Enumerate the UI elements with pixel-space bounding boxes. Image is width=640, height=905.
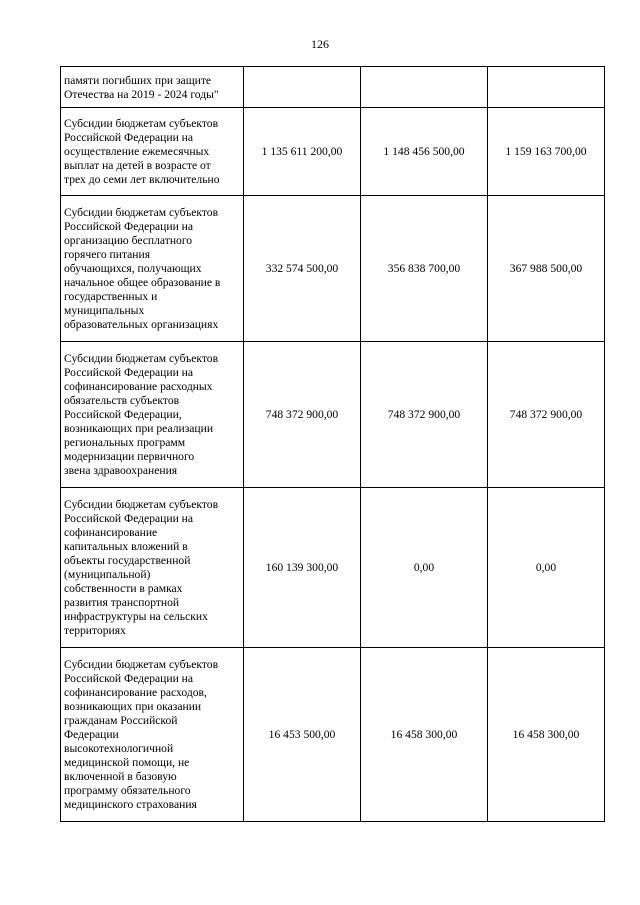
table-row	[61, 342, 605, 488]
amount-year-3: 748 372 900,00	[488, 342, 605, 488]
amount-year-1: 748 372 900,00	[244, 342, 361, 488]
amount-year-3: 367 988 500,00	[488, 196, 605, 342]
amount-year-1: 1 135 611 200,00	[244, 108, 361, 196]
amount-year-2: 1 148 456 500,00	[361, 108, 488, 196]
page-number: 126	[311, 37, 329, 51]
amount-year-3: 0,00	[488, 488, 605, 648]
table-row	[61, 488, 605, 648]
amount-year-2: 0,00	[361, 488, 488, 648]
amount-year-3: 1 159 163 700,00	[488, 108, 605, 196]
table-row	[61, 67, 605, 108]
table-row	[61, 196, 605, 342]
row-description: Субсидии бюджетам субъектов Российской Федерации на софинансирование капитальных вложений в объекты государственной (муниципальной) собственности в рамках развития транспортной инфраструктуры на сельских территориях	[61, 488, 244, 648]
amount-year-1: 160 139 300,00	[244, 488, 361, 648]
table-row	[61, 108, 605, 196]
amount-year-1: 16 453 500,00	[244, 648, 361, 822]
row-description: Субсидии бюджетам субъектов Российской Федерации на софинансирование расходов, возникающих при оказании гражданам Российской Федерации высокотехнологичной медицинской помощи, не включенной в базовую программу обязательного медицинского страхования	[61, 648, 244, 822]
amount-year-3: 16 458 300,00	[488, 648, 605, 822]
amount-year-3	[488, 67, 605, 108]
row-description: памяти погибших при защите Отечества на 2019 - 2024 годы"	[61, 67, 244, 108]
amount-year-2	[361, 67, 488, 108]
amount-year-2: 748 372 900,00	[361, 342, 488, 488]
row-description: Субсидии бюджетам субъектов Российской Федерации на софинансирование расходных обязательств субъектов Российской Федерации, возникающих при реализации региональных программ модернизации первичного звена здравоохранения	[61, 342, 244, 488]
budget-subsidies-table	[60, 66, 605, 822]
table-row	[61, 648, 605, 822]
amount-year-1: 332 574 500,00	[244, 196, 361, 342]
row-description: Субсидии бюджетам субъектов Российской Федерации на организацию бесплатного горячего питания обучающихся, получающих начальное общее образование в государственных и муниципальных образовательных организациях	[61, 196, 244, 342]
amount-year-1	[244, 67, 361, 108]
amount-year-2: 16 458 300,00	[361, 648, 488, 822]
amount-year-2: 356 838 700,00	[361, 196, 488, 342]
row-description: Субсидии бюджетам субъектов Российской Федерации на осуществление ежемесячных выплат на детей в возрасте от трех до семи лет включительно	[61, 108, 244, 196]
